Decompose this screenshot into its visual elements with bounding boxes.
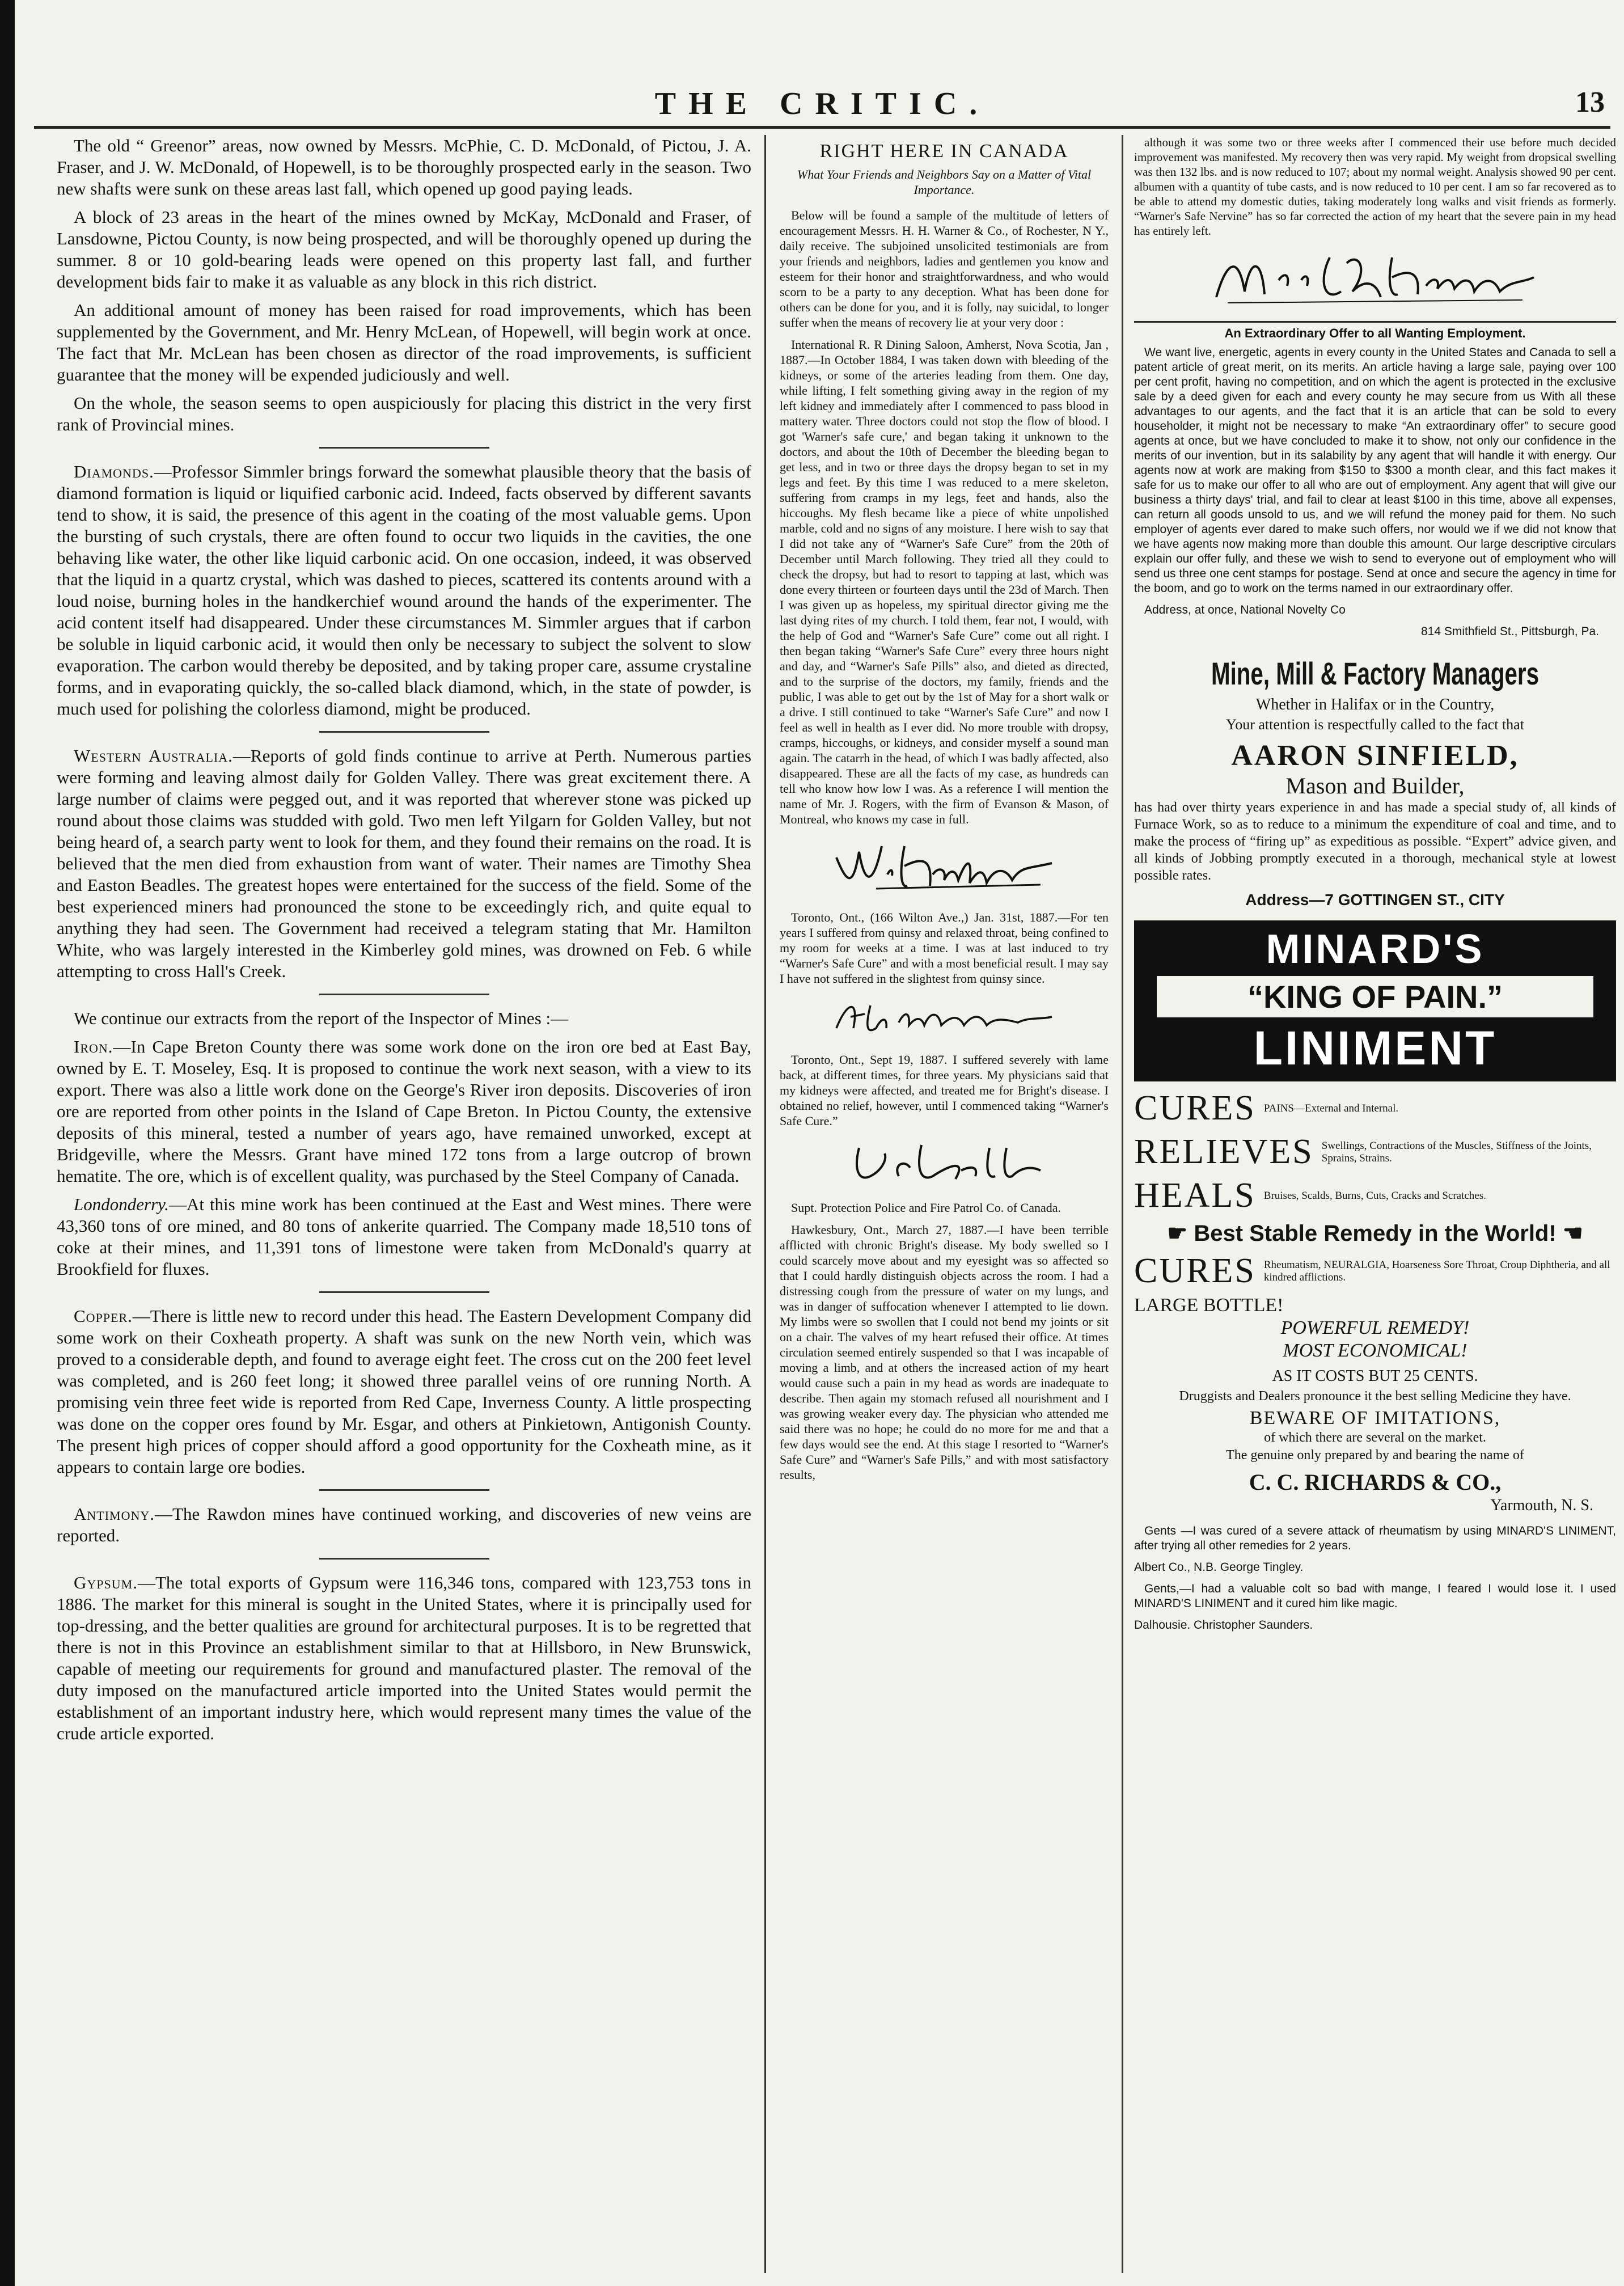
paragraph-roads: An additional amount of money has been raised for road improvements, which has been supplemented by the Government, and Mr. Henry McLean, of Hopewell, will begin work at once. The fact that Mr. McLean has been chosen as director of the road improvements, is sufficient guarantee that the money will be expended judiciously and well. (57, 300, 751, 384)
section-copper (57, 1305, 751, 1478)
masthead-title: THE CRITIC. (654, 86, 990, 121)
claim-word: HEALS (1134, 1176, 1256, 1215)
claim-word: RELIEVES (1134, 1133, 1314, 1171)
claim-desc: Bruises, Scalds, Burns, Cuts, Cracks and Scratches. (1263, 1189, 1486, 1202)
section-iron (57, 1036, 751, 1187)
column-rule-1 (764, 135, 766, 2273)
minard-product: LINIMENT (1253, 1021, 1497, 1075)
signature-title: Supt. Protection Police and Fire Patrol Co. of Canada. (791, 1201, 1061, 1215)
claim-desc: PAINS—External and Internal. (1263, 1102, 1399, 1114)
section-body: —Reports of gold finds continue to arrive at Perth. Numerous parties were forming and leaving almost daily for Golden Valley. There was great excitement there. A large number of claims were pegged out, and it was reported that wherever stone was picked up round about those claims was studded with gold. Two men left Yilgarn for Golden Valley, but not being heard of, a search party went to look for them, and they found their remains on the road. It is believed that the men died from exhaustion from want of water. Their names are Timothy Shea and Easton Beadles. The greatest hopes were entertained for the success of the field. Some of the best experienced miners had pronounced the stone to be exceedingly rich, and quite equal to anything they had seen. The Government had received a telegram stating that Mr. Hamilton White, who was largely interested in the Kimberley gold mines, was drowned on Feb. 6 while attempting to cross Hall's Creek. (57, 746, 752, 981)
column-warner-testimonials (780, 135, 1109, 1489)
section-divider (319, 447, 489, 449)
section-body: —Professor Simmler brings forward the somewhat plausible theory that the basis of diamond formation is liquid or liquified carbonic acid. Indeed, facts observed by different savants tend to show, it is said, the presence of this agent in the coating of the most valuable gems. Upon the bursting of such crystals, there are often found to occur two liquids in the cavities, the one behaving like water, the other like liquid carbonic acid. On one occasion, indeed, it was observed that the liquid in a quartz crystal, which was dashed to pieces, scattered its contents around with a loud noise, burning holes in the handkerchief wound around the hands of the experimenter. The acid content itself had disappeared. Under these circumstances M. Simmler argues that if carbon be soluble in liquid carbonic acid, it would then only be necessary to subject the solvent to slow evaporation. The carbon would thereby be deposited, and by taking proper care, assume crystaline forms, and in evaporating quickly, the so-called black diamond, which, in the state of powder, is much used for polishing the colorless diamond, might be produced. (57, 462, 751, 719)
paragraph-greenor: The old “ Greenor” areas, now owned by Messrs. McPhie, C. D. McDonald, of Pictou, J. A. Fraser, and J. W. McDonald, of Hopewell, is to be thoroughly prospected early in the season. Two new shafts were sunk on these areas last fall, which opened up good paying leads. (57, 136, 751, 198)
header-rule (34, 126, 1610, 129)
offer-address: Address, at once, National Novelty Co (1144, 603, 1346, 616)
section-diamonds (57, 461, 751, 720)
testimonial-amherst: International R. R Dining Saloon, Amherst, Nova Scotia, Jan , 1887.—In October 1884, I was taken down with bleeding of the kidneys, or some of the arteries leading from them. One day, while lifting, I felt something giving away in the region of my left kidney and immediately after I commenced to pass blood in mattery water. Three doctors could not stop the flow of blood. I got 'Warner's safe cure,' and began taking it unknown to the doctors, and about the 10th of December the bleeding began to get less, and in two or three days the dropsy began to set in my legs and feet. By this time I was reduced to a mere skeleton, suffering from cramps in my legs, feet and hands, also the hiccoughs. My flesh became like a piece of white unpolished marble, cold and no signs of any moisture. I here wish to say that I did not take any of “Warner's Safe Cure” from the 20th of December until March following. They tried all they could to check the dropsy, but had to resort to tapping at last, which was done every thirteen or fourteen days until the 23d of March. Then I was given up as hopeless, my spiritual director giving me the last dying rites of my church. I told them, fear not, I would, with the help of God and “Warner's Safe Cure” come out all right. I then began taking “Warner's Safe Cure” every three hours night and day, and “Warner's Safe Pills” also, and dieted as directed, and to the surprise of the doctors, my family, friends and the public, I was able to get out by the 1st of May for a short walk or a drive. I still continued to take “Warner's Safe Cure” and now I feel as well in health as I ever did. No more trouble with dropsy, cramps, hiccoughs, or kidneys, and consider myself a sound man again. The catarrh in the head, of which I was badly affected, also disappeared. These are all the facts of my case, as hundreds can tell who know how low I was. As a reference I will mention the name of Mr. J. Rogers, with the firm of Evanson & Mason, of Montreal, who knows my case in full. (780, 337, 1109, 826)
paragraph-lansdowne: A block of 23 areas in the heart of the mines owned by McKay, McDonald and Fraser, of Lansdowne, Pictou County, is now being prospected, and will be thoroughly opened up during the summer. 8 or 10 gold-bearing leads were opened on this property last fall, and further development bids fair to make it as valuable as any block in this rich district. (57, 207, 751, 291)
column-advertisements (1134, 135, 1616, 1640)
signature-hersey (1205, 246, 1545, 309)
beware-line: BEWARE OF IMITATIONS, (1249, 1408, 1501, 1429)
claim-desc: Rheumatism, NEURALGIA, Hoarseness Sore Throat, Croup Diphtheria, and all kindred afflictions. (1263, 1258, 1610, 1283)
mine-ad-subtitle-2: Your attention is respectfully called to the fact that (1226, 716, 1524, 733)
ad-subtitle: What Your Friends and Neighbors Say on a Matter of Vital Importance. (797, 167, 1092, 197)
section-londonderry (57, 1194, 751, 1280)
section-gypsum (57, 1572, 751, 1744)
section-western-australia (57, 745, 751, 982)
section-divider (319, 1558, 489, 1560)
section-divider (319, 1291, 489, 1293)
section-body: —There is little new to record under this head. The Eastern Development Company did some work on their Coxheath property. A shaft was sunk on the new North vein, which was proved to a considerable depth, and found to average eight feet. The cross cut on the 200 feet level was completed, and is 260 feet long; it showed three parallel veins of ore running North. A promising vein three feet wide is reported from Red Cape, Inverness County. A little prospecting was done on the copper ores found by Mr. Esgar, and others at Pinkietown, Antigonish County. The present high prices of copper should afford a good opportunity for the Coxheath mine, as it appears to contain large ore bodies. (57, 1306, 751, 1477)
mine-ad-title: Mine, Mill & Factory Managers (1211, 656, 1540, 691)
cost-line: AS IT COSTS BUT 25 CENTS. (1272, 1367, 1478, 1385)
section-divider (319, 731, 489, 733)
section-heading: Iron. (74, 1037, 113, 1057)
section-divider (319, 994, 489, 995)
section-body: —The total exports of Gypsum were 116,346 tons, compared with 123,753 tons in 1886. The market for this mineral is sought in the United States, where it is principally used for top-dressing, and the better qualities are ground for architectural purposes. It is to be regretted that there is not in this Province an establishment similar to that at Hillsboro, in New Brunswick, capable of meeting our requirements for ground and manufactured plaster. The removal of the duty imposed on the manufactured article imported into the United States would permit the establishment of an important industry here, which would represent many times the value of the crude article exported. (57, 1573, 751, 1743)
signature-hamilton (825, 835, 1063, 897)
claim-relieves (1134, 1132, 1616, 1172)
paragraph-inspector-intro: We continue our extracts from the report of the Inspector of Mines :— (74, 1008, 569, 1028)
column-rule-2 (1122, 135, 1123, 2273)
section-heading: Copper. (74, 1306, 133, 1326)
column-mining-news (57, 135, 751, 1751)
testimonial-tingley: Gents —I was cured of a severe attack of rheumatism by using MINARD'S LINIMENT, after trying all other remedies for 2 years. (1134, 1524, 1616, 1552)
minards-liniment-banner (1134, 920, 1616, 1081)
claim-word: CURES (1134, 1089, 1256, 1127)
mine-ad-body: has had over thirty years experience in and has made a special study of, all kinds of Furnace Work, so as to reduce to a minimum the expenditure of coal and time, and to make the process of “firing up” as expeditious as possible. “Expert” advice given, and all kinds of Jobbing promptly executed in a thorough, mechanical style at lowest possible rates. (1134, 800, 1616, 883)
mine-ad-subtitle: Whether in Halifax or in the Country, (1255, 696, 1495, 713)
mine-ad-address: Address—7 GOTTINGEN ST., CITY (1245, 891, 1505, 909)
section-heading: Londonderry. (74, 1194, 169, 1214)
page-number: 13 (1575, 86, 1605, 119)
section-antimony (57, 1503, 751, 1546)
section-heading: Western Australia. (74, 746, 233, 766)
pointing-hand-icon: ☛ (1167, 1221, 1188, 1246)
stable-remedy-text: Best Stable Remedy in the World! (1194, 1221, 1557, 1246)
maker-name: C. C. RICHARDS & CO., (1249, 1469, 1502, 1495)
signature-gibbeson (825, 994, 1063, 1040)
mine-ad-trade: Mason and Builder, (1285, 773, 1465, 798)
pointing-hand-icon: ☚ (1562, 1221, 1583, 1246)
mine-ad-name: AARON SINFIELD, (1231, 740, 1519, 772)
offer-title: An Extraordinary Offer to all Wanting Employment. (1134, 321, 1616, 341)
section-heading: Gypsum. (74, 1573, 138, 1592)
offer-address-street: 814 Smithfield St., Pittsburgh, Pa. (1421, 625, 1599, 638)
ad-title: RIGHT HERE IN CANADA (819, 141, 1069, 162)
maker-location: Yarmouth, N. S. (1490, 1497, 1593, 1514)
testimonial-saunders-sig: Dalhousie. Christopher Saunders. (1134, 1619, 1313, 1632)
section-body: —In Cape Breton County there was some work done on the iron ore bed at East Bay, owned by E. T. Moseley, Esq. It is proposed to continue the work next season, with a view to its export. There was also a little work done on the George's River iron deposits. Discoveries of iron ore are reported from other points in the Island of Cape Breton. In Pictou County, the extensive deposits of this mineral, tested a number of years ago, have remained unworked, except at Bridgeville, where the Messrs. Grant have mined 172 tons from a large outcrop of brown hematite. The ore, which is of excellent quality, was purchased by the Steel Company of Canada. (57, 1037, 751, 1186)
powerful-remedy: POWERFUL REMEDY! (1280, 1317, 1470, 1338)
testimonial-saunders: Gents,—I had a valuable colt so bad with mange, I feared I would lose it. I used MINARD'S LINIMENT and it cured him like magic. (1134, 1582, 1616, 1610)
claim-cures (1134, 1088, 1616, 1129)
offer-body: We want live, energetic, agents in every county in the United States and Canada to sell a patent article of great merit, on its merits. An article having a large sale, paying over 100 per cent profit, having no competition, and on which the agent is protected in the exclusive sale by a deed given for each and every county he may secure from us With all these advantages to our agents, and the fact that it is an article that can be sold to every householder, it might not be necessary to make “An extraordinary offer” to secure good agents at once, but we have concluded to make it to show, not only our confidence in the merits of our invention, but in its salability by any agent that will handle it with energy. Our agents now at work are making from $150 to $300 a month clear, and this fact makes it safe for us to make our offer to all who are out of employment. Any agent that will give our business a thirty days' trial, and fail to clear at least $100 in this time, above all expenses, can return all goods unsold to us, and we will refund the money paid for them. No such employer of agents ever dared to make such offers, nor would we if we did not know that we have agents now making more than double this amount. Our large descriptive circulars explain our offer fully, and these we wish to send to everyone out of employment who will send us three one cent stamps for postage. Send at once and secure the agency in time for the boom, and go to work on the terms named in our extraordinary offer. (1134, 346, 1616, 595)
claim-desc: Swellings, Contractions of the Muscles, Stiffness of the Joints, Sprains, Strains. (1321, 1139, 1592, 1164)
most-economical: MOST ECONOMICAL! (1283, 1340, 1467, 1361)
beware-sub: of which there are several on the market. (1264, 1430, 1486, 1445)
testimonial-hawkesbury-continued: although it was some two or three weeks after I commenced their use before much decided improvement was manifested. My recovery then was very rapid. My weight from dropsical swelling was then 132 lbs. and is now reduced to 107; about my normal weight. Analysis showed 90 per cent. albumen with a quantity of tube casts, and is now reduced to 10 per cent. I am so far recovered as to be able to attend my domestic duties, taking moderately long walks and visit friends as formerly. “Warner's Safe Nervine” has so far corrected the action of my heart that the severe pain in my head has entirely left. (1134, 136, 1616, 238)
claim-heals (1134, 1176, 1616, 1216)
testimonial-toronto-quinsy: Toronto, Ont., (166 Wilton Ave.,) Jan. 31st, 1887.—For ten years I suffered from quinsy and relaxed throat, being confined to my room for weeks at a time. I was at last induced to try “Warner's Safe Cure” and with a most beneficial result. I may say I have not suffered in the slightest from quinsy since. (780, 910, 1109, 986)
section-body: —The Rawdon mines have continued working, and discoveries of new veins are reported. (57, 1504, 751, 1545)
claim-cures-rheumatism (1134, 1251, 1616, 1291)
ad-intro: Below will be found a sample of the multitude of letters of encouragement Messrs. H. H. Warner & Co., of Rochester, N Y., daily receive. The subjoined unsolicited testimonials are from your friends and neighbors, ladies and gentlemen you know and esteem for their honor and straightforwardness, and who would scorn to be a party to any deception. What has been done for others can be done for you, and it is folly, nay suicidal, to longer suffer when the means of recovery lie at your very door : (780, 208, 1109, 329)
large-bottle: LARGE BOTTLE! (1134, 1295, 1284, 1316)
paragraph-outlook: On the whole, the season seems to open auspiciously for placing this district in the very first rank of Provincial mines. (57, 393, 751, 434)
testimonial-toronto-back: Toronto, Ont., Sept 19, 1887. I suffered severely with lame back, at different times, for three years. My physicians said that my kidneys were affected, and treated me for Bright's disease. I obtained no relief, however, until I commenced taking “Warner's Safe Cure.” (780, 1053, 1109, 1128)
section-heading: Diamonds. (74, 462, 154, 481)
section-body: —At this mine work has been continued at the East and West mines. There were 43,360 tons of ore mined, and 80 tons of ankerite quarried. The Company made 18,510 tons of coke at their mines, and 11,391 tons of limestone were taken from McDonald's quarry at Brookfield for fluxes. (57, 1194, 751, 1279)
page-gutter-shadow (0, 0, 15, 2286)
testimonial-tingley-sig: Albert Co., N.B. George Tingley. (1134, 1561, 1304, 1574)
stable-remedy-banner (1134, 1220, 1616, 1246)
genuine-line: The genuine only prepared by and bearing the name of (1226, 1448, 1524, 1463)
testimonial-hawkesbury: Hawkesbury, Ont., March 27, 1887.—I have been terrible afflicted with chronic Bright's disease. My body swelled so I could scarcely move about and my eyesight was so affected so that I could hardly distinguish objects across the room. I had a distressing cough from the pressure of water on my lungs, and was in danger of suffocation whenever I attempted to lie down. My limbs were so swollen that I could not bend my joints or sit on a chair. The valves of my heart refused their office. At times circulation seemed entirely suspended so that I was incapable of moving a limb, and at others the increased action of my heart would cause such a pain in my head as words are inadequate to describe. Then again my stomach refused all nourishment and I was growing weaker every day. The physician who attended me said there was no hope; he could do no more for me and that a few days would see the end. At this stage I resorted to “Warner's Safe Cure” and “Warner's Safe Pills,” and with most satisfactory results, (780, 1223, 1109, 1482)
minard-slogan: “KING OF PAIN.” (1157, 976, 1593, 1017)
druggists-line: Druggists and Dealers pronounce it the best selling Medicine they have. (1179, 1389, 1571, 1404)
signature-baller (836, 1136, 1052, 1188)
minard-brand: MINARD'S (1266, 927, 1485, 972)
page-header (34, 82, 1610, 121)
section-divider (319, 1489, 489, 1491)
section-heading: Antimony. (74, 1504, 155, 1524)
claim-word: CURES (1134, 1252, 1256, 1290)
